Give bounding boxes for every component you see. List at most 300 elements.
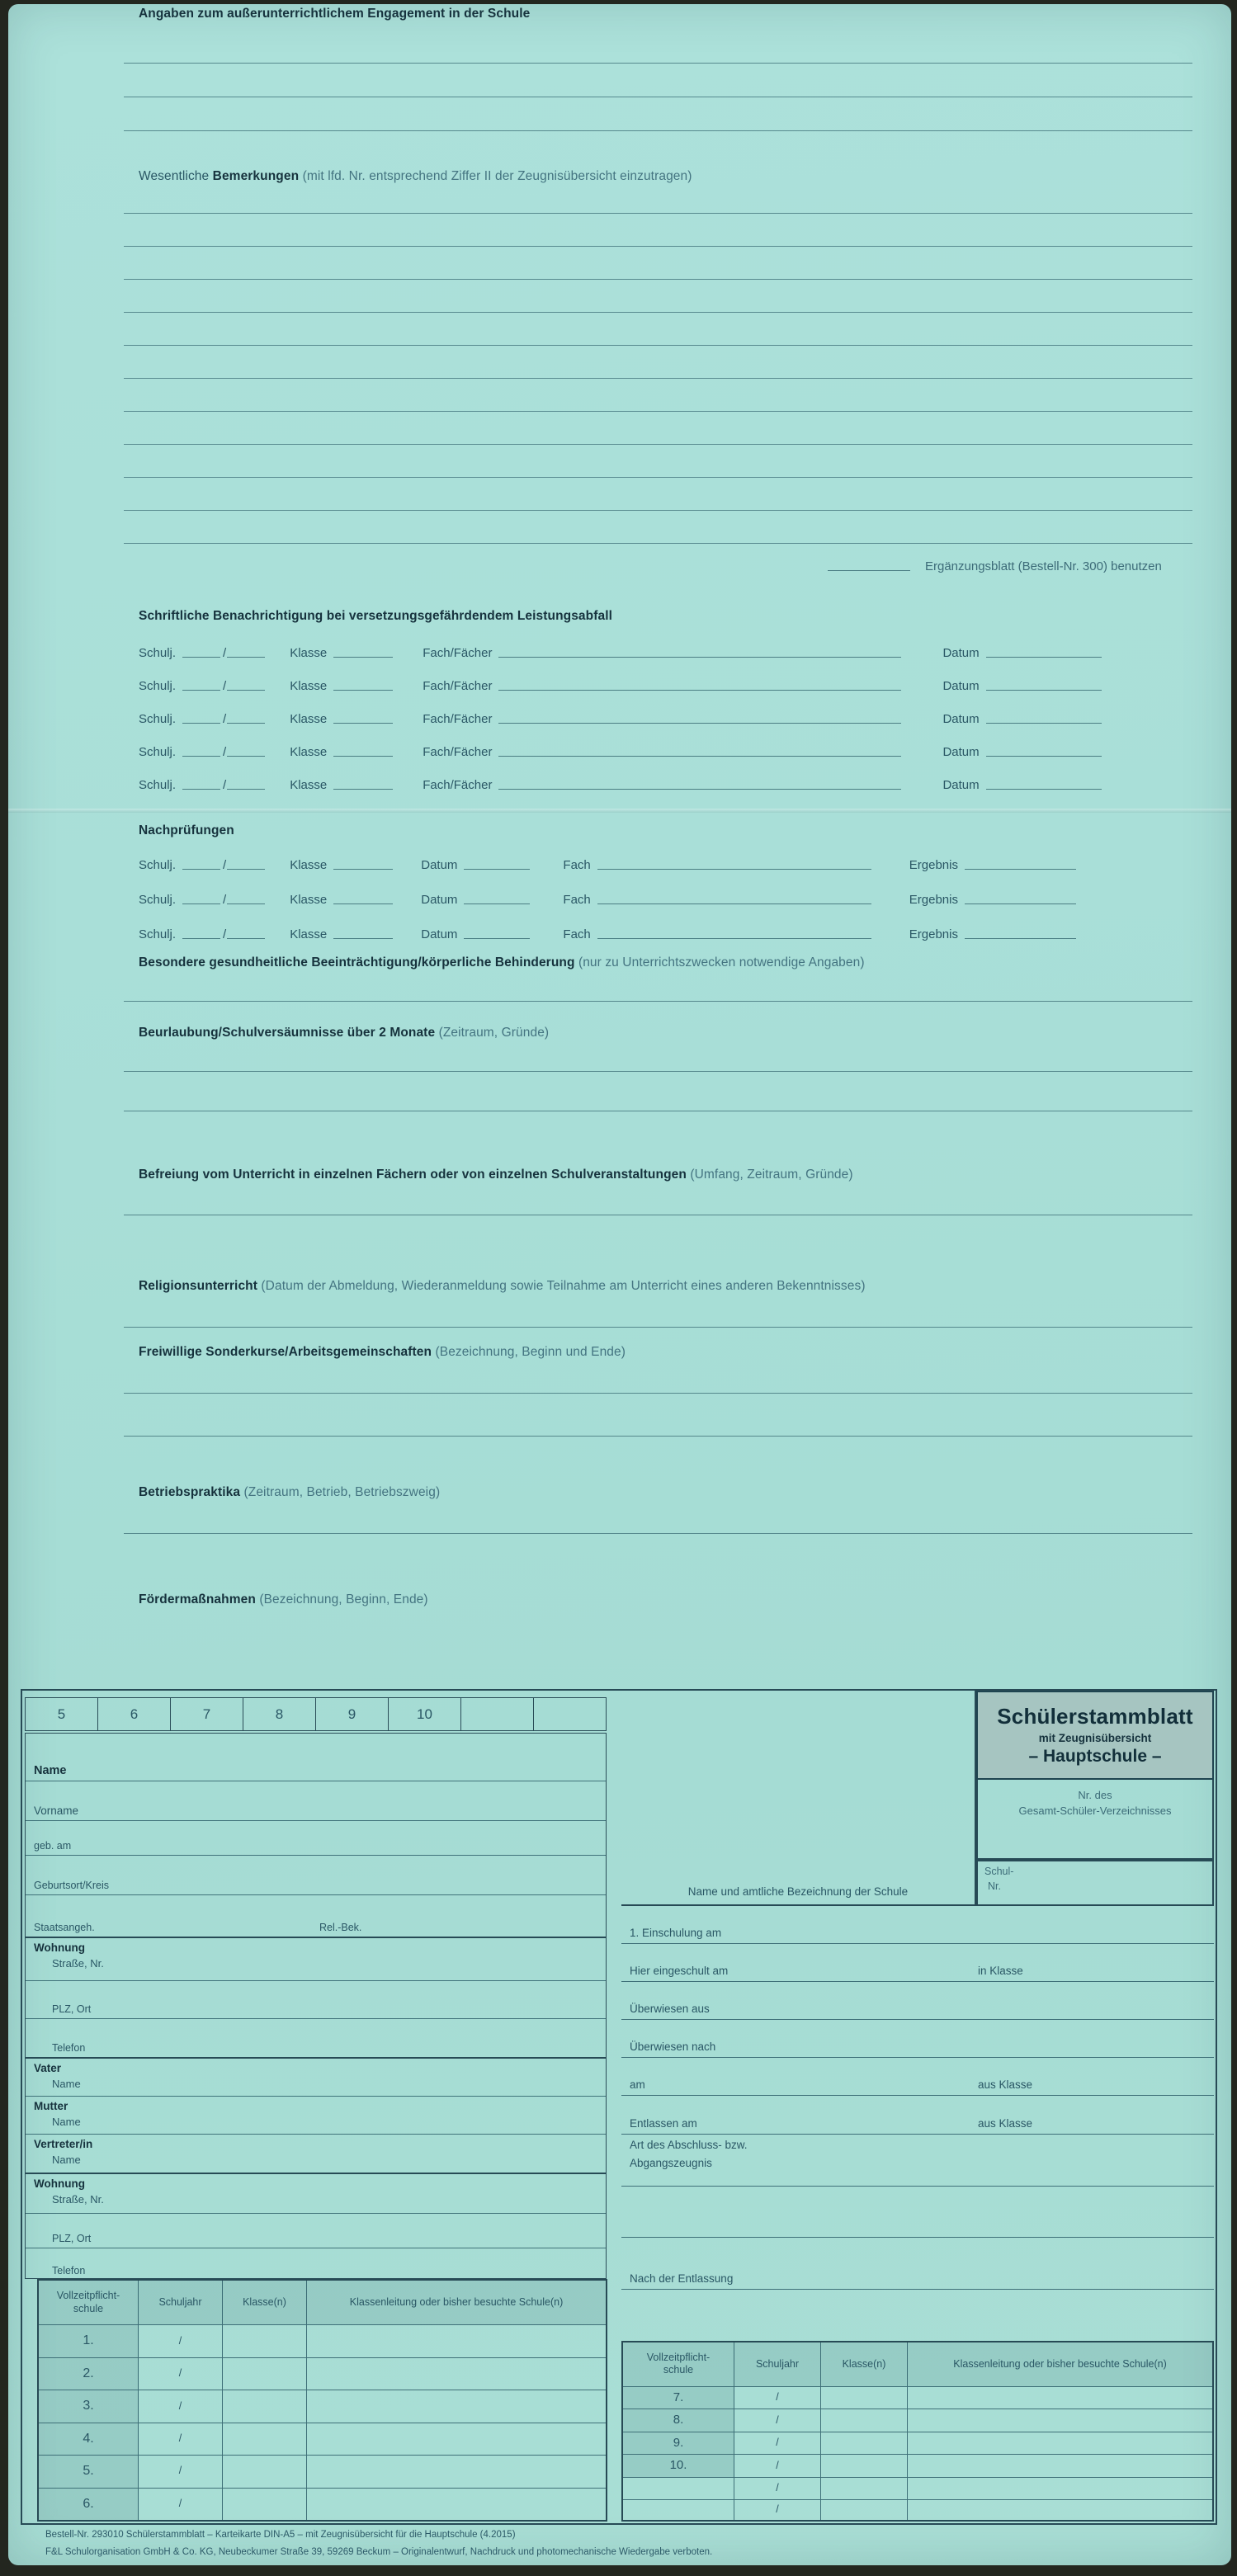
writing-line <box>124 312 1192 313</box>
column-header-klassen: Klasse(n) <box>821 2342 908 2386</box>
writing-line <box>182 938 220 939</box>
datum-label: Datum <box>421 893 458 907</box>
benachrichtigung-row <box>139 679 1102 693</box>
klasse-label: Klasse <box>290 778 328 792</box>
writing-line <box>986 723 1102 724</box>
table-header-row <box>39 2281 606 2324</box>
table-row <box>623 2499 1212 2520</box>
klassenleitung-cell <box>908 2387 1212 2409</box>
fach-label: Fach <box>563 927 591 941</box>
section-heading-betriebspraktika <box>139 1485 440 1500</box>
field-row-am <box>621 2058 1214 2096</box>
column-header-klassenleitung: Klassenleitung oder bisher besuchte Schule(n) <box>307 2281 606 2324</box>
klasse-cell <box>821 2500 908 2520</box>
writing-line <box>227 789 265 790</box>
register-label: Nr. des <box>1078 1789 1112 1801</box>
writing-line <box>498 657 901 658</box>
section-bold: Religionsunterricht <box>139 1279 257 1293</box>
klasse-label: Klasse <box>290 858 328 872</box>
klassenleitung-cell <box>307 2423 606 2455</box>
column-header-text: schule <box>663 2364 694 2376</box>
field-label-klasse: in Klasse <box>978 1965 1023 1977</box>
personal-data-box <box>25 1733 607 2279</box>
writing-line <box>498 789 901 790</box>
grade-history-table-right <box>621 2341 1214 2522</box>
field-row-hier-eingeschult <box>621 1944 1214 1982</box>
writing-line <box>227 903 265 904</box>
schuljahr-slash: / <box>139 2390 223 2422</box>
schuljahr-label: Schulj. <box>139 646 177 660</box>
schuljahr-slash: / <box>734 2409 821 2432</box>
writing-line <box>965 903 1076 904</box>
datum-label: Datum <box>942 712 980 726</box>
writing-line <box>227 657 265 658</box>
field-row-name <box>26 1734 606 1781</box>
writing-line <box>124 378 1192 379</box>
writing-line <box>124 1393 1192 1394</box>
field-group-label: Vertreter/in <box>34 2138 93 2150</box>
field-row-staatsangehoerigkeit <box>26 1895 606 1938</box>
school-number-label: Schul- <box>984 1866 1014 1877</box>
grade-cell <box>534 1698 606 1730</box>
klasse-cell <box>821 2455 908 2477</box>
writing-line <box>464 869 530 870</box>
writing-line <box>986 756 1102 757</box>
field-label: Hier eingeschult am <box>630 1965 729 1977</box>
klasse-label: Klasse <box>290 745 328 759</box>
ergebnis-label: Ergebnis <box>909 893 958 907</box>
datum-label: Datum <box>942 679 980 693</box>
row-number: 2. <box>39 2358 139 2390</box>
slash: / <box>223 646 227 660</box>
grade-cell: 6 <box>98 1698 171 1730</box>
writing-line <box>333 789 393 790</box>
nachpruefungen-heading: Nachprüfungen <box>139 823 234 837</box>
writing-line <box>124 1001 1192 1002</box>
klasse-cell <box>223 2456 307 2487</box>
writing-line <box>498 690 901 691</box>
writing-line <box>965 869 1076 870</box>
order-number-imprint: Bestell-Nr. 293010 Schülerstammblatt – Karteikarte DIN-A5 – mit Zeugnisübersicht für die Hauptschule (4.2015) <box>45 2530 516 2540</box>
field-label: Name <box>52 2154 81 2166</box>
writing-line <box>124 477 1192 478</box>
fach-label: Fach <box>563 858 591 872</box>
klasse-cell <box>223 2325 307 2357</box>
school-data-rows <box>621 1906 1214 2340</box>
table-row <box>623 2409 1212 2432</box>
ergebnis-label: Ergebnis <box>909 858 958 872</box>
klassenleitung-cell <box>908 2409 1212 2432</box>
writing-line <box>498 723 901 724</box>
section-note: (nur zu Unterrichtszwecken notwendige Angaben) <box>578 955 865 970</box>
klassenleitung-cell <box>307 2489 606 2520</box>
writing-line <box>498 756 901 757</box>
column-header-vollzeitpflichtschule <box>39 2281 139 2324</box>
field-group-label: Vater <box>34 2062 62 2074</box>
field-row-plz-ort <box>26 1981 606 2019</box>
writing-line <box>227 869 265 870</box>
table-row <box>39 2423 606 2455</box>
table-row <box>39 2324 606 2357</box>
klassenleitung-cell <box>908 2432 1212 2455</box>
row-number: 1. <box>39 2325 139 2357</box>
schuljahr-slash: / <box>139 2358 223 2390</box>
field-row-plz-ort-2 <box>26 2214 606 2248</box>
field-row-mutter <box>26 2097 606 2135</box>
field-label: Name <box>52 2078 81 2090</box>
field-row-wohnung <box>26 1938 606 1981</box>
section-note: (Zeitraum, Betrieb, Betriebszweig) <box>243 1485 441 1499</box>
writing-line <box>227 756 265 757</box>
writing-line <box>333 657 393 658</box>
klassenleitung-cell <box>307 2325 606 2357</box>
table-row <box>39 2488 606 2520</box>
klassenleitung-cell <box>908 2500 1212 2520</box>
klasse-cell <box>821 2387 908 2409</box>
card-seam <box>8 809 1231 813</box>
klasse-cell <box>223 2390 307 2422</box>
klasse-label: Klasse <box>290 646 328 660</box>
field-label: Nach der Entlassung <box>630 2272 734 2285</box>
fach-label: Fach/Fächer <box>423 646 493 660</box>
field-label: Telefon <box>52 2042 86 2054</box>
schuljahr-label: Schulj. <box>139 893 177 907</box>
writing-line <box>124 1327 1192 1328</box>
schuljahr-slash: / <box>734 2387 821 2409</box>
field-row-vorname <box>26 1781 606 1821</box>
card-title-box <box>976 1691 1214 1780</box>
klasse-label: Klasse <box>290 712 328 726</box>
field-label: Art des Abschluss- bzw. <box>630 2139 748 2151</box>
section-bold: Beurlaubung/Schulversäumnisse über 2 Monate <box>139 1026 436 1040</box>
writing-line <box>124 279 1192 280</box>
field-group-label: Wohnung <box>34 1941 85 1954</box>
table-row <box>39 2357 606 2390</box>
writing-line <box>182 903 220 904</box>
grade-cell: 7 <box>171 1698 243 1730</box>
datum-label: Datum <box>942 646 980 660</box>
schuljahr-slash: / <box>734 2455 821 2477</box>
card-subtitle: mit Zeugnisübersicht <box>1038 1732 1152 1744</box>
field-row-nach-entlassung <box>621 2238 1214 2290</box>
section-note: (Zeitraum, Gründe) <box>438 1026 550 1040</box>
nachpruefung-row <box>139 858 1076 872</box>
schuljahr-slash: / <box>139 2456 223 2487</box>
section-bold: Befreiung vom Unterricht in einzelnen Fächern oder von einzelnen Schulveranstaltungen <box>139 1168 687 1182</box>
klasse-cell <box>821 2432 908 2455</box>
section-bold: Fördermaßnahmen <box>139 1592 256 1606</box>
slash: / <box>223 858 227 872</box>
table-row <box>623 2386 1212 2409</box>
slash: / <box>223 893 227 907</box>
fach-label: Fach/Fächer <box>423 712 493 726</box>
school-name-label: Name und amtliche Bezeichnung der Schule <box>687 1885 909 1898</box>
schuljahr-slash: / <box>734 2478 821 2500</box>
field-row-geburtsdatum <box>26 1821 606 1856</box>
writing-line <box>597 938 871 939</box>
slash: / <box>223 927 227 941</box>
benachrichtigung-row <box>139 712 1102 726</box>
field-label: 1. Einschulung am <box>630 1927 722 1939</box>
writing-line <box>182 789 220 790</box>
datum-label: Datum <box>942 745 980 759</box>
field-label: PLZ, Ort <box>52 2233 92 2244</box>
column-header-schuljahr: Schuljahr <box>734 2342 821 2386</box>
writing-line <box>182 657 220 658</box>
writing-line <box>124 1436 1192 1437</box>
grade-cell: 9 <box>316 1698 389 1730</box>
grade-cells-row <box>25 1697 607 1731</box>
field-row-einschulung <box>621 1906 1214 1944</box>
writing-line <box>124 345 1192 346</box>
field-label: Name <box>34 1764 67 1777</box>
column-header-text: Vollzeitpflicht- <box>56 2290 120 2301</box>
klassenleitung-cell <box>307 2390 606 2422</box>
bemerkungen-lead: Wesentliche <box>139 169 210 183</box>
writing-line <box>965 938 1076 939</box>
writing-line <box>182 756 220 757</box>
field-label: Überwiesen aus <box>630 2003 710 2015</box>
column-header-text: Vollzeitpflicht- <box>646 2351 711 2363</box>
writing-line <box>333 869 393 870</box>
card-title-stack <box>976 1691 1214 1906</box>
writing-line <box>986 690 1102 691</box>
bemerkungen-bold: Bemerkungen <box>212 169 300 183</box>
field-row-entlassen <box>621 2096 1214 2135</box>
datum-label: Datum <box>421 858 458 872</box>
row-number <box>623 2478 734 2500</box>
section-bold: Freiwillige Sonderkurse/Arbeitsgemeinschaften <box>139 1345 432 1359</box>
writing-line <box>464 903 530 904</box>
klassenleitung-cell <box>307 2456 606 2487</box>
grade-history-table-left <box>37 2279 607 2522</box>
klasse-cell <box>223 2423 307 2455</box>
datum-label: Datum <box>421 927 458 941</box>
column-header-klassen: Klasse(n) <box>223 2281 307 2324</box>
section-note: (Datum der Abmeldung, Wiederanmeldung sowie Teilnahme am Unterricht eines anderen Bekenntnisses) <box>261 1279 866 1293</box>
field-row-vater <box>26 2059 606 2097</box>
writing-line <box>124 130 1192 131</box>
schuljahr-label: Schulj. <box>139 745 177 759</box>
card-title: Schülerstammblatt <box>997 1704 1193 1729</box>
column-header-text: schule <box>73 2302 104 2314</box>
field-group-label: Mutter <box>34 2100 68 2112</box>
schuelerstammblatt-card <box>21 1689 1217 2525</box>
schuljahr-slash: / <box>139 2325 223 2357</box>
grade-cell: 8 <box>243 1698 316 1730</box>
section-note: (Umfang, Zeitraum, Gründe) <box>690 1168 853 1182</box>
field-row-empty <box>621 2290 1214 2340</box>
grade-cell: 10 <box>389 1698 461 1730</box>
row-number: 5. <box>39 2456 139 2487</box>
writing-line <box>828 570 910 571</box>
field-label: Straße, Nr. <box>52 2193 104 2206</box>
field-row-wohnung-2 <box>26 2174 606 2214</box>
table-row <box>623 2454 1212 2477</box>
nachpruefung-row <box>139 927 1076 941</box>
section-note: (Bezeichnung, Beginn, Ende) <box>259 1592 428 1606</box>
school-name-box <box>621 1691 976 1906</box>
table-row <box>623 2432 1212 2455</box>
klassenleitung-cell <box>908 2478 1212 2500</box>
writing-line <box>597 903 871 904</box>
writing-line <box>333 690 393 691</box>
schuljahr-label: Schulj. <box>139 778 177 792</box>
row-number: 4. <box>39 2423 139 2455</box>
register-number-box <box>976 1780 1214 1860</box>
section-note: (Bezeichnung, Beginn und Ende) <box>435 1345 626 1359</box>
ergaenzungsblatt-note: Ergänzungsblatt (Bestell-Nr. 300) benutzen <box>925 559 1162 573</box>
klasse-cell <box>223 2489 307 2520</box>
table-row <box>39 2390 606 2422</box>
slash: / <box>223 679 227 693</box>
writing-line <box>182 723 220 724</box>
field-row-abschlusszeugnis <box>621 2135 1214 2187</box>
slash: / <box>223 745 227 759</box>
school-number-label: Nr. <box>988 1880 1001 1892</box>
field-row-telefon <box>26 2019 606 2059</box>
field-label: Staatsangeh. <box>34 1922 95 1933</box>
ergebnis-label: Ergebnis <box>909 927 958 941</box>
klasse-cell <box>821 2478 908 2500</box>
section-heading-sonderkurse <box>139 1345 626 1360</box>
row-number: 8. <box>623 2409 734 2432</box>
writing-line <box>333 723 393 724</box>
writing-line <box>124 543 1192 544</box>
field-label: Name <box>52 2116 81 2128</box>
bemerkungen-note: (mit lfd. Nr. entsprechend Ziffer II der Zeugnisübersicht einzutragen) <box>302 169 692 183</box>
row-number <box>623 2500 734 2520</box>
klasse-label: Klasse <box>290 893 328 907</box>
writing-line <box>124 246 1192 247</box>
writing-line <box>124 1533 1192 1534</box>
writing-line <box>333 903 393 904</box>
table-row <box>623 2477 1212 2500</box>
writing-line <box>227 938 265 939</box>
publisher-imprint: F&L Schulorganisation GmbH & Co. KG, Neubeckumer Straße 39, 59269 Beckum – Originalentwurf, Nachdruck und photomechanische Wiedergabe verboten. <box>45 2547 713 2557</box>
field-label: Überwiesen nach <box>630 2041 716 2053</box>
benachrichtigung-row <box>139 646 1102 660</box>
table-header-row <box>623 2342 1212 2386</box>
writing-line <box>227 723 265 724</box>
table-row <box>39 2455 606 2487</box>
field-label: PLZ, Ort <box>52 2003 92 2015</box>
engagement-heading: Angaben zum außerunterrichtlichem Engagement in der Schule <box>139 7 531 21</box>
slash: / <box>223 778 227 792</box>
writing-line <box>464 938 530 939</box>
section-bold: Besondere gesundheitliche Beeinträchtigung/körperliche Behinderung <box>139 955 575 970</box>
schuljahr-slash: / <box>139 2489 223 2520</box>
field-row-vertreter <box>26 2135 606 2174</box>
school-number-box <box>976 1860 1214 1906</box>
klasse-label: Klasse <box>290 679 328 693</box>
writing-line <box>333 938 393 939</box>
register-label: Gesamt-Schüler-Verzeichnisses <box>1018 1804 1172 1817</box>
field-label: Straße, Nr. <box>52 1957 104 1970</box>
field-label: Geburtsort/Kreis <box>34 1880 110 1891</box>
field-row-ueberwiesen-aus <box>621 1982 1214 2020</box>
datum-label: Datum <box>942 778 980 792</box>
nachpruefung-row <box>139 893 1076 907</box>
writing-line <box>597 869 871 870</box>
row-number: 6. <box>39 2489 139 2520</box>
writing-line <box>182 690 220 691</box>
column-header-schuljahr: Schuljahr <box>139 2281 223 2324</box>
slash: / <box>223 712 227 726</box>
writing-line <box>124 411 1192 412</box>
section-heading-befreiung <box>139 1168 853 1182</box>
school-type: – Hauptschule – <box>1028 1747 1162 1766</box>
writing-line <box>124 1071 1192 1072</box>
schuljahr-label: Schulj. <box>139 679 177 693</box>
benachrichtigung-heading: Schriftliche Benachrichtigung bei versetzungsgefährdendem Leistungsabfall <box>139 609 613 623</box>
row-number: 9. <box>623 2432 734 2455</box>
field-row-geburtsort <box>26 1856 606 1895</box>
grade-cell <box>461 1698 534 1730</box>
klassenleitung-cell <box>908 2455 1212 2477</box>
benachrichtigung-row <box>139 745 1102 759</box>
column-header-klassenleitung: Klassenleitung oder bisher besuchte Schule(n) <box>908 2342 1212 2386</box>
schuljahr-slash: / <box>139 2423 223 2455</box>
field-label: Abgangszeugnis <box>630 2157 712 2169</box>
field-label: Entlassen am <box>630 2117 697 2130</box>
writing-line <box>986 657 1102 658</box>
field-group-label: Wohnung <box>34 2177 85 2190</box>
schuljahr-label: Schulj. <box>139 927 177 941</box>
column-header-vollzeitpflichtschule <box>623 2342 734 2386</box>
field-label-klasse: aus Klasse <box>978 2117 1033 2130</box>
field-label: am <box>630 2078 645 2091</box>
field-label: geb. am <box>34 1840 72 1852</box>
writing-line <box>227 690 265 691</box>
field-row-ueberwiesen-nach <box>621 2020 1214 2058</box>
schuljahr-slash: / <box>734 2432 821 2455</box>
bemerkungen-heading <box>139 169 692 184</box>
row-number: 10. <box>623 2455 734 2477</box>
field-label-klasse: aus Klasse <box>978 2078 1033 2091</box>
schuljahr-slash: / <box>734 2500 821 2520</box>
row-number: 3. <box>39 2390 139 2422</box>
writing-line <box>124 510 1192 511</box>
fach-label: Fach/Fächer <box>423 679 493 693</box>
section-heading-gesundheit <box>139 955 865 970</box>
klasse-cell <box>821 2409 908 2432</box>
writing-line <box>333 756 393 757</box>
section-heading-foerdermassnahmen <box>139 1592 428 1607</box>
ergaenzungsblatt-row <box>828 559 1162 573</box>
grade-cell: 5 <box>26 1698 98 1730</box>
field-label: Telefon <box>52 2265 86 2276</box>
field-row-telefon-2 <box>26 2248 606 2280</box>
klassenleitung-cell <box>307 2358 606 2390</box>
writing-line <box>124 213 1192 214</box>
section-heading-beurlaubung <box>139 1026 549 1040</box>
fach-label: Fach <box>563 893 591 907</box>
benachrichtigung-row <box>139 778 1102 792</box>
klasse-cell <box>223 2358 307 2390</box>
writing-line <box>124 444 1192 445</box>
writing-line <box>124 63 1192 64</box>
fach-label: Fach/Fächer <box>423 778 493 792</box>
field-row-empty <box>621 2187 1214 2238</box>
row-number: 7. <box>623 2387 734 2409</box>
section-heading-religion <box>139 1279 866 1294</box>
writing-line <box>182 869 220 870</box>
fach-label: Fach/Fächer <box>423 745 493 759</box>
klasse-label: Klasse <box>290 927 328 941</box>
field-label: Vorname <box>34 1805 79 1817</box>
field-label-religion: Rel.-Bek. <box>319 1922 362 1933</box>
